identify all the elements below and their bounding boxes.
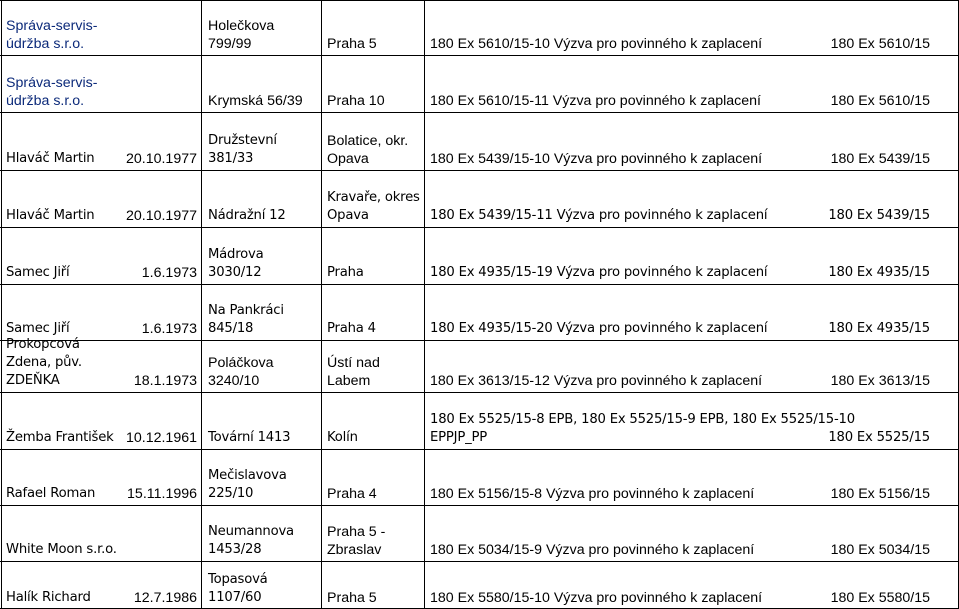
row-divider bbox=[0, 284, 959, 285]
document-reference: 180 Ex 5156/15-8 Výzva pro povinného k zaplacení bbox=[430, 486, 755, 502]
debtor-name: Hlaváč Martin bbox=[6, 208, 95, 223]
case-number: 180 Ex 5156/15 bbox=[830, 486, 930, 502]
street-address: 1107/60 bbox=[208, 590, 262, 605]
street-address: 225/10 bbox=[208, 486, 254, 501]
street-address: 3030/12 bbox=[208, 265, 262, 280]
case-number: 180 Ex 5580/15 bbox=[830, 590, 930, 606]
row-divider bbox=[0, 449, 959, 450]
document-reference: 180 Ex 5439/15-10 Výzva pro povinného k zaplacení bbox=[430, 151, 763, 167]
street-address: 799/99 bbox=[208, 36, 252, 52]
city: Praha 4 bbox=[327, 486, 377, 502]
debtor-name: ZDEŇKA bbox=[6, 373, 60, 388]
street-address: Neumannova bbox=[208, 524, 294, 539]
case-number: 180 Ex 5525/15 bbox=[828, 430, 930, 445]
case-number: 180 Ex 5439/15 bbox=[830, 151, 930, 167]
city: Kolín bbox=[327, 430, 358, 445]
column-divider bbox=[321, 0, 322, 609]
city: Praha 5 bbox=[327, 36, 377, 52]
column-divider bbox=[424, 0, 425, 609]
street-address: Nádražní 12 bbox=[208, 208, 286, 223]
street-address: Mečislavova bbox=[208, 468, 287, 483]
birth-date: 10.12.1961 bbox=[125, 430, 197, 446]
city: Zbraslav bbox=[327, 542, 382, 558]
city: Opava bbox=[327, 208, 369, 223]
street-address: Topasová bbox=[208, 572, 268, 587]
street-address: Družstevní bbox=[208, 133, 277, 148]
row-divider bbox=[0, 227, 959, 228]
row-divider bbox=[0, 0, 959, 1]
birth-date: 18.1.1973 bbox=[133, 373, 197, 389]
document-reference: 180 Ex 5439/15-11 Výzva pro povinného k zaplacení bbox=[430, 208, 768, 223]
row-divider bbox=[0, 392, 959, 393]
debtor-name: údržba s.r.o. bbox=[6, 36, 85, 52]
street-address: 381/33 bbox=[208, 151, 254, 166]
debtor-name: Samec Jiří bbox=[6, 321, 70, 336]
city: Opava bbox=[327, 151, 369, 167]
street-address: Holečkova bbox=[208, 18, 275, 34]
debtor-name: Správa-servis- bbox=[6, 75, 98, 91]
case-number: 180 Ex 5439/15 bbox=[828, 208, 930, 223]
debtor-name: Rafael Roman bbox=[6, 486, 96, 501]
case-number: 180 Ex 3613/15 bbox=[830, 373, 930, 389]
row-divider bbox=[0, 340, 959, 341]
debtor-name: Správa-servis- bbox=[6, 18, 98, 34]
street-address: 3240/10 bbox=[208, 373, 260, 389]
debtor-name: údržba s.r.o. bbox=[6, 93, 85, 109]
birth-date: 20.10.1977 bbox=[125, 208, 197, 224]
debtor-name: White Moon s.r.o. bbox=[6, 542, 117, 557]
city: Praha 4 bbox=[327, 321, 376, 336]
document-reference: 180 Ex 5580/15-10 Výzva pro povinného k zaplacení bbox=[430, 590, 763, 606]
city: Labem bbox=[327, 373, 371, 389]
document-reference: 180 Ex 4935/15-19 Výzva pro povinného k zaplacení bbox=[430, 265, 768, 280]
case-number: 180 Ex 5034/15 bbox=[830, 542, 930, 558]
birth-date: 1.6.1973 bbox=[141, 321, 197, 337]
city: Praha 5 - bbox=[327, 524, 386, 540]
document-reference: 180 Ex 5610/15-10 Výzva pro povinného k zaplacení bbox=[430, 36, 763, 52]
row-divider bbox=[0, 55, 959, 56]
case-number: 180 Ex 5610/15 bbox=[830, 36, 930, 52]
case-number: 180 Ex 5610/15 bbox=[830, 93, 930, 109]
column-divider bbox=[1, 0, 2, 609]
city: Ústí nad bbox=[327, 355, 380, 371]
document-reference: 180 Ex 5525/15-8 EPB, 180 Ex 5525/15-9 EPB, 180 Ex 5525/15-10 bbox=[430, 412, 855, 427]
debtor-name: Prokopcová bbox=[6, 337, 80, 352]
row-divider bbox=[0, 112, 959, 113]
debtor-name: Samec Jiří bbox=[6, 265, 70, 280]
street-address: Mádrova bbox=[208, 247, 264, 262]
document-reference: EPPJP_PP bbox=[430, 430, 487, 445]
debtor-name: Žemba František bbox=[6, 430, 114, 445]
row-divider bbox=[0, 170, 959, 171]
city: Praha bbox=[327, 265, 364, 280]
document-reference: 180 Ex 5034/15-9 Výzva pro povinného k zaplacení bbox=[430, 542, 755, 558]
row-divider bbox=[0, 505, 959, 506]
case-number: 180 Ex 4935/15 bbox=[828, 265, 930, 280]
birth-date: 20.10.1977 bbox=[125, 151, 197, 167]
birth-date: 1.6.1973 bbox=[141, 265, 197, 281]
row-divider bbox=[0, 561, 959, 562]
city: Kravaře, okres bbox=[327, 190, 420, 205]
document-reference: 180 Ex 5610/15-11 Výzva pro povinného k zaplacení bbox=[430, 93, 762, 109]
document-reference: 180 Ex 4935/15-20 Výzva pro povinného k zaplacení bbox=[430, 321, 768, 336]
debtor-name: Halík Richard bbox=[6, 590, 91, 605]
street-address: Poláčkova bbox=[208, 355, 274, 371]
document-reference: 180 Ex 3613/15-12 Výzva pro povinného k zaplacení bbox=[430, 373, 763, 389]
debtor-name: Hlaváč Martin bbox=[6, 151, 95, 166]
case-number: 180 Ex 4935/15 bbox=[828, 321, 930, 336]
city: Praha 5 bbox=[327, 590, 377, 606]
column-divider bbox=[201, 0, 202, 609]
birth-date: 12.7.1986 bbox=[133, 590, 197, 606]
street-address: 845/18 bbox=[208, 321, 254, 336]
birth-date: 15.11.1996 bbox=[127, 486, 197, 502]
debtor-name: Zdena, pův. bbox=[6, 355, 82, 370]
city: Bolatice, okr. bbox=[327, 133, 409, 149]
street-address: Tovární 1413 bbox=[208, 430, 291, 445]
city: Praha 10 bbox=[327, 93, 385, 109]
street-address: 1453/28 bbox=[208, 542, 262, 557]
street-address: Krymská 56/39 bbox=[208, 93, 303, 109]
street-address: Na Pankráci bbox=[208, 303, 284, 318]
